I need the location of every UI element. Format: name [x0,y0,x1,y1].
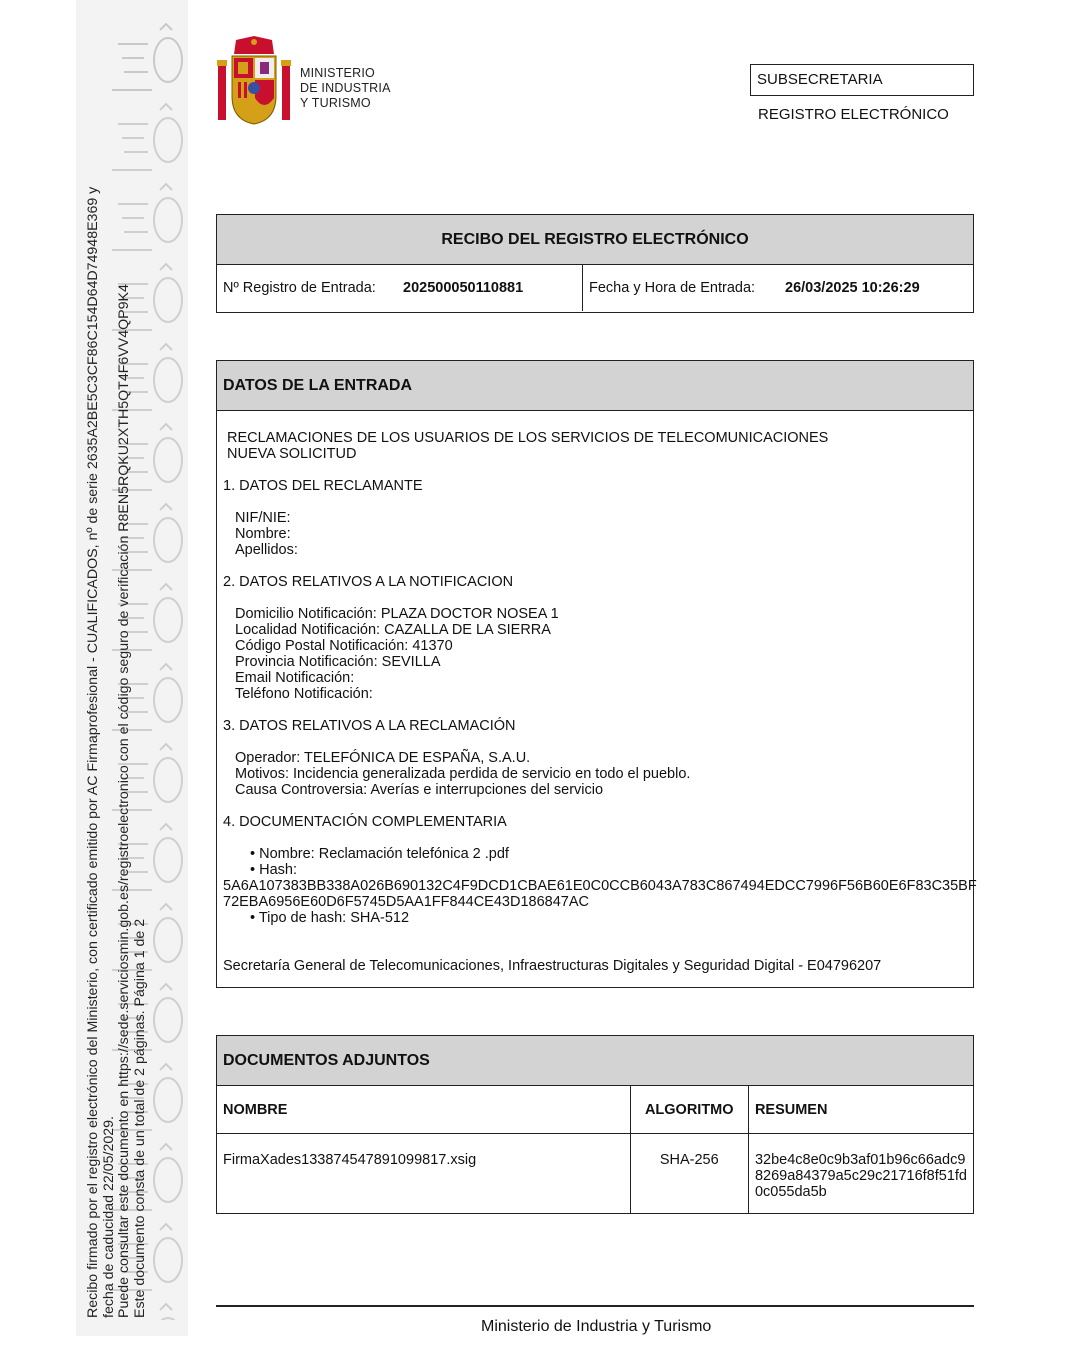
datos-title: DATOS DE LA ENTRADA [217,361,973,411]
fecha-value: 26/03/2025 10:26:29 [785,280,920,296]
ministry-line: DE INDUSTRIA [300,81,391,95]
column-header-resumen: RESUMEN [748,1086,973,1134]
column-header-algoritmo: ALGORITMO [630,1086,748,1134]
resumen-line: 32be4c8e0c9b3af01b96c66adc9 [754,1152,966,1168]
fecha-label: Fecha y Hora de Entrada: [589,280,756,296]
section-heading: 3. DATOS RELATIVOS A LA RECLAMACIÓN [223,718,516,734]
side-note-line: fecha de caducidad 22/05/2029. [100,1116,117,1318]
resumen-line: 8269a84379a5c29c21716f8f51fd [754,1168,967,1184]
datos-line: Localidad Notificación: CAZALLA DE LA SIERRA [235,622,551,638]
section-heading: 4. DOCUMENTACIÓN COMPLEMENTARIA [223,814,507,830]
datos-line: Causa Controversia: Averías e interrupciones del servicio [235,782,604,798]
recibo-table [216,214,974,313]
coat-of-arms-logo [214,36,294,126]
datos-line: Apellidos: [235,542,298,558]
documentos-adjuntos-table [216,1035,974,1214]
resumen-line: 0c055da5b [754,1184,827,1200]
cell-algoritmo: SHA-256 [630,1134,748,1215]
recibo-title: RECIBO DEL REGISTRO ELECTRÓNICO [217,215,973,265]
recibo-row [217,265,973,311]
ministry-name [300,66,391,111]
side-note [86,18,148,1318]
registro-value: 202500050110881 [403,280,524,296]
datos-entrada-table [216,360,977,988]
footer-divider [216,1305,974,1307]
subsecretaria-box: SUBSECRETARIA [750,64,974,96]
datos-line: NIF/NIE: [235,510,291,526]
hash-line: 5A6A107383BB338A026B690132C4F9DCD1CBAE61E0C0CCB6043A783C867494EDCC7996F56B60E6F83C35BF [223,878,977,894]
table-header-row [217,1086,973,1134]
registro-electronico-label: REGISTRO ELECTRÓNICO [758,106,949,123]
cell-nombre: FirmaXades133874547891099817.xsig [217,1134,630,1215]
fecha-cell [583,265,973,311]
hash-line: 72EBA6956E60D6F5745D5AA1FF844CE43D186847AC [223,894,589,910]
datos-line: Teléfono Notificación: [235,686,373,702]
cell-resumen [748,1134,973,1215]
side-note-line: Recibo firmado por el registro electrónico del Ministerio, con certificado emitido por AC Firmaprofesional - CUALIFICADOS, nº de serie 2635A2BE5C3CF86C154D64D74948E369 y [85,186,101,1318]
registro-cell [217,265,583,311]
datos-line: • Tipo de hash: SHA-512 [250,910,410,926]
datos-line: Email Notificación: [235,670,355,686]
section-heading: 1. DATOS DEL RECLAMANTE [223,478,423,494]
documentos-table [217,1086,973,1214]
datos-line: • Nombre: Reclamación telefónica 2 .pdf [250,846,509,862]
side-note-line: Puede consultar este documento en https://sede.serviciosmin.gob.es/registroelectronico con el código seguro de verificación R8EN5RQKU2XTH5QT4F6VV4QP9K4 [116,284,132,1318]
column-header-nombre: NOMBRE [217,1086,630,1134]
datos-line: Motivos: Incidencia generalizada perdida de servicio en todo el pueblo. [235,766,691,782]
datos-line: Domicilio Notificación: PLAZA DOCTOR NOSEA 1 [235,606,559,622]
datos-line: Provincia Notificación: SEVILLA [235,654,441,670]
ministry-line: MINISTERIO [300,66,375,80]
datos-line: NUEVA SOLICITUD [227,446,357,462]
datos-line: RECLAMACIONES DE LOS USUARIOS DE LOS SERVICIOS DE TELECOMUNICACIONES [227,430,829,446]
side-note-line: Este documento consta de un total de 2 páginas. Página 1 de 2 [131,918,148,1318]
ministry-line: Y TURISMO [300,96,371,110]
table-row [217,1134,973,1215]
datos-line: • Hash: [250,862,297,878]
section-heading: 2. DATOS RELATIVOS A LA NOTIFICACION [223,574,514,590]
documentos-title: DOCUMENTOS ADJUNTOS [217,1036,973,1086]
registro-label: Nº Registro de Entrada: [223,280,376,296]
organismo-line: Secretaría General de Telecomunicaciones, Infraestructuras Digitales y Seguridad Digital - E04796207 [223,958,882,974]
datos-line: Nombre: [235,526,291,542]
footer-text: Ministerio de Industria y Turismo [481,1318,712,1335]
datos-line: Código Postal Notificación: 41370 [235,638,453,654]
datos-line: Operador: TELEFÓNICA DE ESPAÑA, S.A.U. [235,750,531,766]
